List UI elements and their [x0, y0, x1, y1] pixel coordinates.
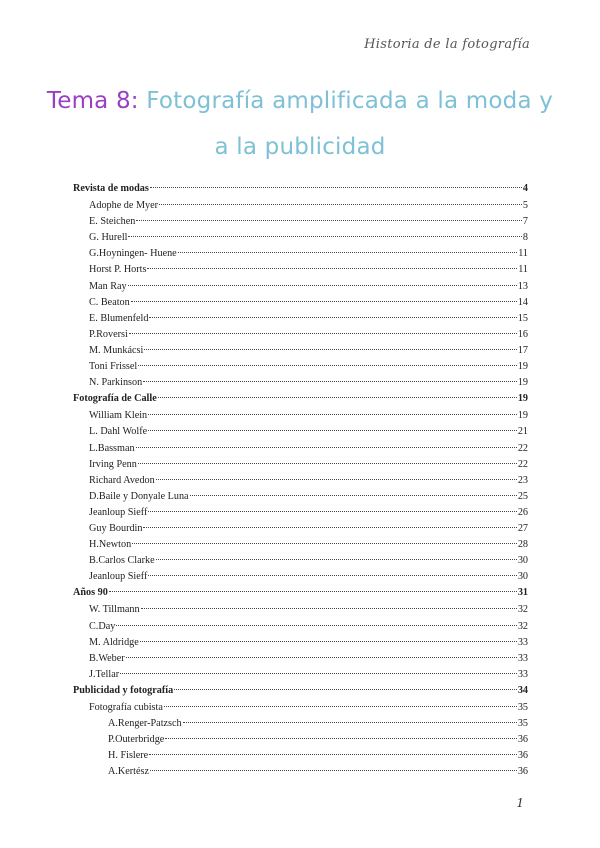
toc-entry-title: L.Bassman [89, 442, 135, 454]
toc-dot-leader [128, 236, 521, 237]
toc-entry-title: William Klein [89, 410, 148, 422]
toc-dot-leader [149, 317, 516, 318]
toc-dot-leader [143, 381, 517, 382]
toc-entry-title: E. Steichen [89, 216, 136, 228]
toc-dot-leader [120, 673, 517, 674]
toc-dot-leader [128, 285, 517, 286]
toc-entry-title: E. Blumenfeld [89, 312, 149, 324]
toc-entry[interactable] [73, 521, 528, 537]
toc-dot-leader [131, 301, 517, 302]
toc-entry[interactable] [73, 424, 528, 440]
toc-entry[interactable] [73, 667, 528, 683]
toc-dot-leader [132, 543, 517, 544]
toc-entry-page: 11 [518, 264, 528, 276]
toc-entry-page: 33 [517, 652, 528, 664]
toc-entry[interactable] [73, 473, 528, 489]
toc-entry-title: D.Baile y Donyale Luna [89, 490, 189, 502]
table-of-contents [73, 181, 528, 780]
toc-entry[interactable] [73, 651, 528, 667]
toc-entry-title: Irving Penn [89, 458, 137, 470]
toc-dot-leader [109, 591, 517, 592]
toc-entry[interactable] [73, 230, 528, 246]
toc-entry[interactable] [73, 489, 528, 505]
toc-entry-title: G. Hurell [89, 232, 128, 244]
toc-entry-page: 30 [517, 571, 528, 583]
toc-entry-title: Fotografía de Calle [73, 393, 157, 405]
toc-entry-page: 34 [517, 684, 528, 696]
toc-dot-leader [156, 479, 517, 480]
topic-label: Tema 8: [46, 88, 139, 114]
toc-entry-page: 33 [517, 668, 528, 680]
toc-dot-leader [164, 706, 517, 707]
toc-entry-page: 33 [517, 636, 528, 648]
toc-dot-leader [148, 511, 516, 512]
toc-entry[interactable] [73, 683, 528, 700]
toc-entry-page: 4 [522, 183, 528, 194]
toc-entry-page: 35 [517, 718, 528, 730]
toc-dot-leader [136, 447, 517, 448]
toc-entry-title: Man Ray [89, 280, 127, 292]
toc-dot-leader [190, 495, 517, 496]
toc-entry[interactable] [73, 408, 528, 424]
toc-entry-page: 13 [517, 280, 528, 292]
toc-entry[interactable] [73, 619, 528, 635]
toc-dot-leader [159, 204, 522, 205]
page-number: 1 [516, 796, 524, 810]
toc-entry-title: M. Munkácsi [89, 344, 144, 356]
toc-entry-page: 19 [517, 410, 528, 422]
toc-entry[interactable] [73, 732, 528, 748]
toc-dot-leader [116, 625, 516, 626]
toc-entry[interactable] [73, 343, 528, 359]
toc-entry-title: Horst P. Horts [89, 264, 147, 276]
toc-entry-page: 31 [517, 587, 528, 599]
title-text-1: Fotografía amplificada a la moda y [146, 88, 554, 114]
toc-entry[interactable] [73, 246, 528, 262]
toc-entry-title: C. Beaton [89, 296, 130, 308]
toc-entry-title: H.Newton [89, 539, 132, 551]
toc-entry[interactable] [73, 327, 528, 343]
toc-entry-page: 32 [517, 620, 528, 632]
toc-entry[interactable] [73, 748, 528, 764]
toc-entry-title: B.Carlos Clarke [89, 555, 155, 567]
toc-entry-title: M. Aldridge [89, 636, 139, 648]
toc-entry-page: 30 [517, 555, 528, 567]
toc-dot-leader [148, 430, 517, 431]
toc-dot-leader [136, 220, 522, 221]
toc-dot-leader [144, 349, 516, 350]
toc-entry-title: W. Tillmann [89, 604, 140, 616]
toc-entry-page: 32 [517, 604, 528, 616]
toc-dot-leader [138, 365, 517, 366]
toc-entry[interactable] [73, 700, 528, 716]
toc-entry-page: 7 [522, 216, 528, 228]
toc-dot-leader [141, 608, 517, 609]
toc-entry[interactable] [73, 441, 528, 457]
toc-entry[interactable] [73, 505, 528, 521]
toc-entry[interactable] [73, 214, 528, 230]
toc-entry-title: Jeanloup Sieff [89, 506, 148, 518]
toc-dot-leader [126, 657, 517, 658]
running-header: Historia de la fotografía [364, 37, 530, 52]
toc-entry-page: 22 [517, 458, 528, 470]
toc-entry-page: 16 [517, 328, 528, 340]
toc-dot-leader [165, 738, 517, 739]
toc-dot-leader [156, 559, 517, 560]
toc-entry-title: Richard Avedon [89, 474, 155, 486]
toc-entry[interactable] [73, 295, 528, 311]
toc-entry[interactable] [73, 375, 528, 391]
toc-entry-title: Revista de modas [73, 183, 149, 194]
toc-entry-page: 25 [517, 490, 528, 502]
toc-entry-page: 28 [517, 539, 528, 551]
toc-entry[interactable] [73, 537, 528, 553]
toc-dot-leader [158, 397, 517, 398]
toc-entry-page: 27 [517, 522, 528, 534]
toc-entry-title: H. Fislere [108, 750, 149, 762]
toc-entry[interactable] [73, 262, 528, 278]
toc-entry-title: N. Parkinson [89, 377, 143, 389]
toc-entry-page: 5 [522, 200, 528, 212]
toc-dot-leader [148, 575, 516, 576]
toc-entry-page: 36 [517, 750, 528, 762]
toc-entry-title: P.Roversi [89, 328, 128, 340]
toc-entry-title: Guy Bourdin [89, 522, 143, 534]
toc-dot-leader [148, 414, 517, 415]
toc-dot-leader [149, 754, 517, 755]
toc-entry-title: C.Day [89, 620, 116, 632]
toc-dot-leader [147, 268, 517, 269]
toc-entry-page: 35 [517, 702, 528, 713]
toc-entry-title: Toni Frissel [89, 361, 138, 373]
toc-dot-leader [150, 770, 517, 771]
toc-entry[interactable] [73, 585, 528, 602]
toc-dot-leader [129, 333, 517, 334]
toc-entry-title: J.Tellar [89, 668, 120, 680]
toc-entry-title: A.Kertész [108, 766, 150, 778]
toc-entry-page: 26 [517, 506, 528, 518]
toc-entry[interactable] [73, 457, 528, 473]
toc-entry-title: L. Dahl Wolfe [89, 426, 148, 438]
toc-entry[interactable] [73, 279, 528, 295]
toc-entry[interactable] [73, 359, 528, 375]
toc-entry-title: B.Weber [89, 652, 125, 664]
toc-entry-title: Años 90 [73, 587, 108, 599]
toc-entry-page: 22 [517, 442, 528, 454]
toc-entry-page: 14 [517, 296, 528, 308]
toc-entry[interactable] [73, 198, 528, 214]
toc-dot-leader [140, 641, 517, 642]
toc-entry[interactable] [73, 602, 528, 618]
toc-entry-title: G.Hoyningen- Huene [89, 248, 177, 260]
toc-entry[interactable] [73, 553, 528, 569]
toc-entry-title: Fotografía cubista [89, 702, 163, 713]
toc-entry[interactable] [73, 181, 528, 198]
document-title [0, 78, 600, 170]
toc-dot-leader [178, 252, 517, 253]
toc-entry-page: 19 [517, 377, 528, 389]
toc-entry-page: 11 [518, 248, 528, 260]
toc-entry-page: 15 [517, 312, 528, 324]
toc-entry-page: 36 [517, 734, 528, 746]
toc-entry-page: 23 [517, 474, 528, 486]
toc-dot-leader [183, 722, 517, 723]
toc-entry[interactable] [73, 635, 528, 651]
toc-entry-title: A.Renger-Patzsch [108, 718, 182, 730]
title-line-1 [0, 78, 600, 124]
title-line-2: a la publicidad [214, 134, 386, 160]
toc-entry-title: Publicidad y fotografía [73, 684, 174, 696]
toc-entry[interactable] [73, 391, 528, 408]
toc-dot-leader [138, 463, 517, 464]
toc-entry-page: 19 [517, 393, 528, 405]
toc-dot-leader [150, 187, 522, 188]
toc-entry-page: 21 [517, 426, 528, 438]
toc-entry[interactable] [73, 764, 528, 780]
toc-entry-page: 19 [517, 361, 528, 373]
toc-entry-title: P.Outerbridge [108, 734, 165, 746]
toc-entry-page: 36 [517, 766, 528, 778]
toc-entry-page: 8 [522, 232, 528, 244]
toc-entry-title: Adophe de Myer [89, 200, 159, 212]
toc-entry[interactable] [73, 569, 528, 585]
toc-entry-title: Jeanloup Sieff [89, 571, 148, 583]
toc-entry[interactable] [73, 311, 528, 327]
toc-entry[interactable] [73, 716, 528, 732]
toc-dot-leader [174, 689, 517, 690]
toc-dot-leader [143, 527, 516, 528]
toc-entry-page: 17 [517, 344, 528, 356]
